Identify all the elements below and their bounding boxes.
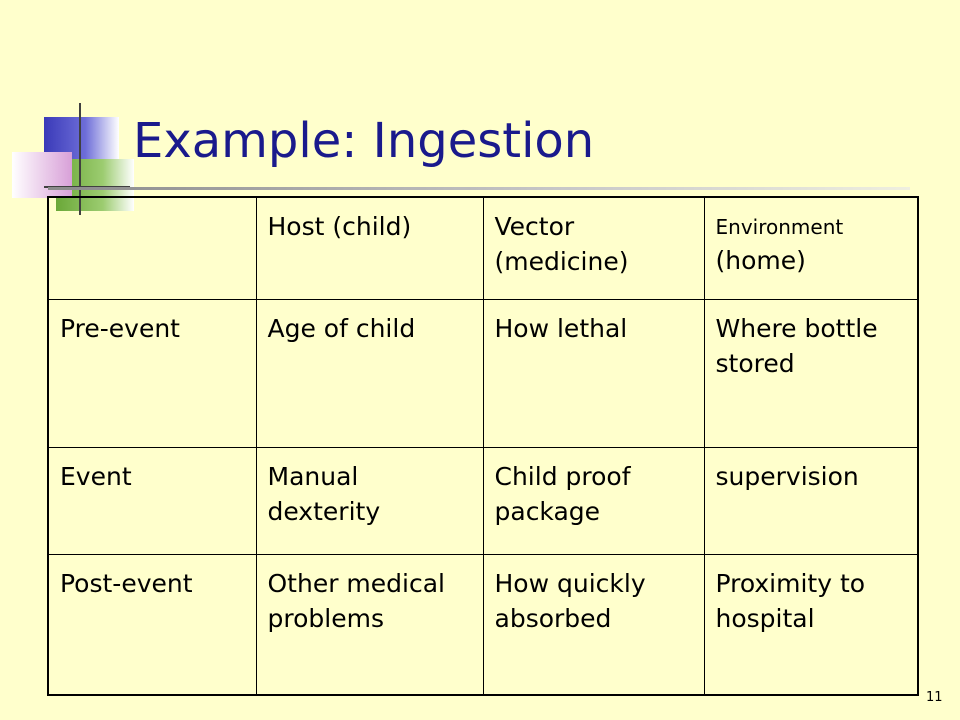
row-phase-cell: Post-event <box>48 554 256 695</box>
page-number: 11 <box>926 690 943 705</box>
deco-pink-square <box>12 152 72 198</box>
row-vector-cell: How quickly absorbed <box>483 554 704 695</box>
row-host-cell: Manual dexterity <box>256 447 483 554</box>
ingestion-matrix-table <box>47 196 919 696</box>
row-environment-cell: Where bottle stored <box>704 299 918 447</box>
row-vector-cell: Child proof package <box>483 447 704 554</box>
row-vector-cell: How lethal <box>483 299 704 447</box>
table-row <box>48 447 918 554</box>
row-host-cell: Other medical problems <box>256 554 483 695</box>
row-environment-cell: Proximity to hospital <box>704 554 918 695</box>
row-host-cell: Age of child <box>256 299 483 447</box>
header-environment <box>704 197 918 299</box>
table-header-row <box>48 197 918 299</box>
header-vector: Vector (medicine) <box>483 197 704 299</box>
table-corner-cell <box>48 197 256 299</box>
header-environment-sublabel: (home) <box>715 246 806 275</box>
table-row <box>48 554 918 695</box>
header-host: Host (child) <box>256 197 483 299</box>
row-phase-cell: Pre-event <box>48 299 256 447</box>
table-row <box>48 299 918 447</box>
slide-title: Example: Ingestion <box>133 113 595 169</box>
row-environment-cell: supervision <box>704 447 918 554</box>
row-phase-cell: Event <box>48 447 256 554</box>
title-divider <box>48 187 910 190</box>
header-environment-label: Environment <box>715 215 844 239</box>
